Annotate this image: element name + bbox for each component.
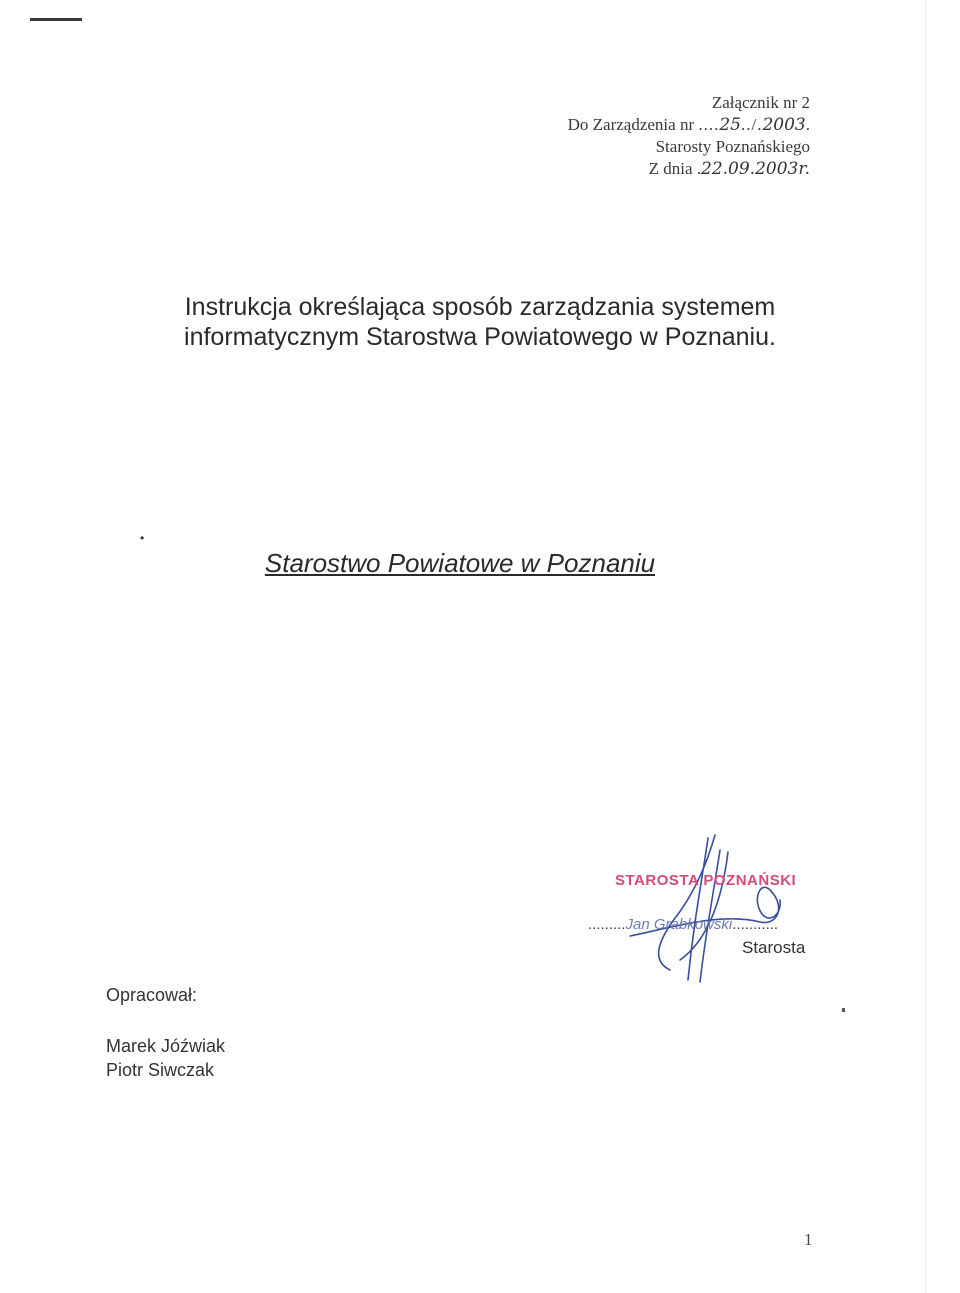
ordinance-year: 2003 (762, 115, 806, 135)
date-prefix: Z dnia (648, 159, 697, 178)
scan-mark (30, 18, 82, 21)
annex-number: Załącznik nr 2 (711, 93, 810, 112)
authors-list (106, 1034, 225, 1082)
signature-line (588, 916, 778, 933)
ordinance-separator: ../. (741, 115, 763, 134)
ordinance-number: 25 (719, 115, 741, 135)
ordinance-end: . (805, 115, 810, 134)
scan-speck (842, 1008, 845, 1012)
author-name: Marek Jóźwiak (106, 1036, 226, 1056)
date-dots: . (696, 159, 701, 178)
title-line-1: Instrukcja określająca sposób zarządzania systemem (184, 293, 776, 321)
issuer: Starosty Poznańskiego (655, 137, 810, 156)
annex-header (568, 92, 810, 180)
prepared-by-label: Opracował: (106, 985, 198, 1005)
scan-edge (925, 0, 926, 1293)
ordinance-dots: .... (698, 115, 720, 134)
signatory-name: Jan Grabkowski (625, 916, 733, 933)
bullet-mark: • (140, 531, 145, 545)
document-title (0, 292, 960, 352)
page-number: 1 (804, 1230, 813, 1249)
title-line-2: informatycznym Starostwa Powiatowego w Poznaniu. (184, 323, 776, 351)
signature-dots-right: ........... (732, 916, 779, 933)
handwritten-signature (610, 830, 810, 990)
date-value: 22.09.2003r. (701, 159, 810, 179)
ordinance-prefix: Do Zarządzenia nr (567, 115, 699, 134)
issue-date (568, 158, 810, 180)
author-name: Piotr Siwczak (106, 1060, 215, 1080)
ordinance-reference (568, 114, 810, 136)
institution-subtitle: Starostwo Powiatowe w Poznaniu (264, 548, 656, 578)
official-stamp: STAROSTA POZNAŃSKI (615, 872, 797, 889)
signature-dots-left: ......... (588, 916, 626, 933)
signatory-role: Starosta (742, 938, 806, 957)
